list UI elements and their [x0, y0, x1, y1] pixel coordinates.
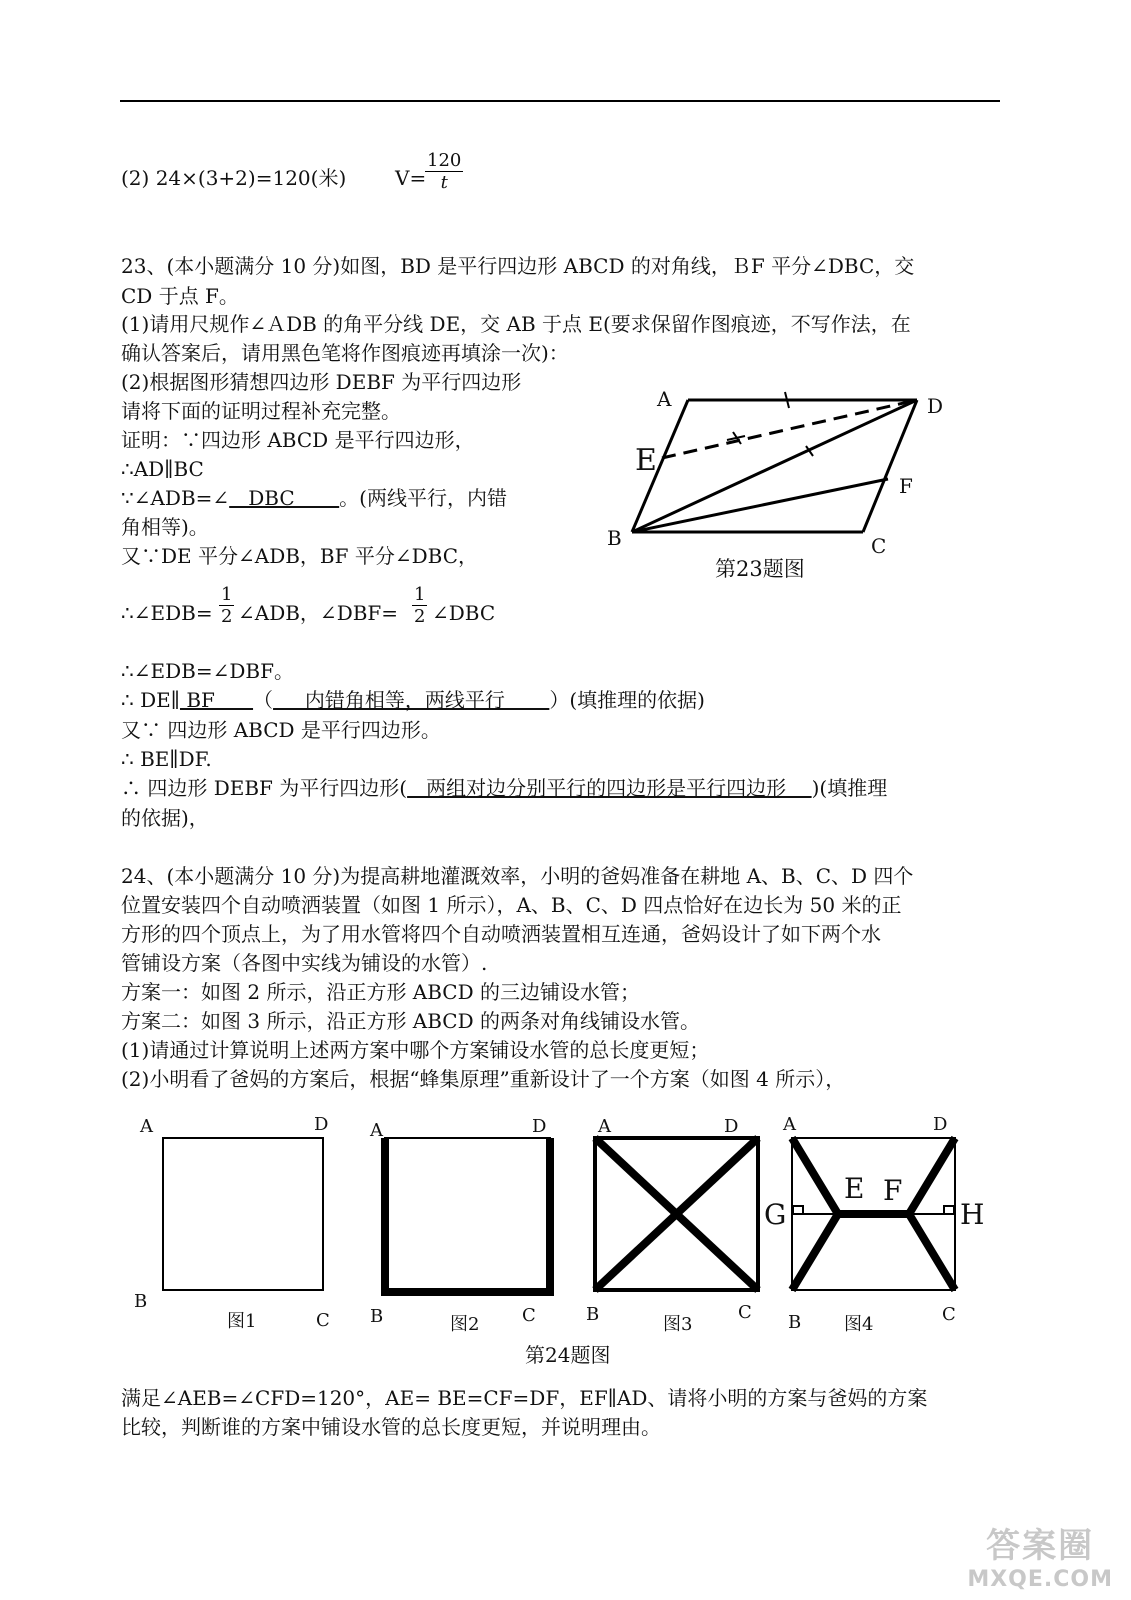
q23-line10: 角相等)。: [121, 515, 209, 539]
q23-blank-bf: BF: [179, 688, 254, 712]
fraction-numerator: 1: [221, 584, 233, 605]
fraction-numerator: 120: [427, 150, 462, 171]
q23-line12a: ∴∠EDB=: [121, 601, 213, 625]
vertex-label-a: A: [783, 1114, 796, 1135]
fraction-numerator: 1: [414, 584, 426, 605]
q23-line17-pre: ∴ 四边形 DEBF 为平行四边形(: [121, 776, 408, 800]
vertex-label-c: C: [942, 1304, 956, 1325]
half-fraction-1: [219, 584, 234, 627]
vertex-label-a: A: [370, 1120, 383, 1141]
figure-1-caption: 图1: [227, 1311, 257, 1332]
vertex-label-d: D: [933, 1114, 948, 1135]
q23-line4: 确认答案后，请用黑色笔将作图痕迹再填涂一次)：: [121, 341, 569, 365]
vertex-label-b: B: [134, 1291, 148, 1312]
half-fraction-2: [412, 584, 427, 627]
point-label-h: H: [960, 1198, 985, 1231]
q23-line11: 又∵DE 平分∠ADB，BF 平分∠DBC，: [121, 544, 479, 568]
q23-line14-mid: （: [253, 688, 274, 712]
q23-line18: 的依据)，: [121, 806, 209, 830]
vertex-label-d: D: [532, 1116, 547, 1137]
square-outline: [385, 1138, 550, 1290]
q23-line6: 请将下面的证明过程补充完整。: [121, 399, 401, 423]
fraction-denominator: 2: [414, 606, 426, 627]
velocity-label: V=: [395, 166, 427, 190]
watermark-logo: 答案圈: [986, 1526, 1095, 1566]
figure-3-caption: 图3: [663, 1314, 693, 1335]
q23-line12c: ∠DBC: [432, 601, 496, 625]
vertex-label-c: C: [316, 1310, 330, 1331]
watermark-url: MXQE.COM: [967, 1567, 1113, 1592]
vertex-label-c: C: [522, 1305, 536, 1326]
q23-line14-pre: ∴ DE∥: [121, 688, 180, 712]
q24-line6: 方案二：如图 3 所示，沿正方形 ABCD 的两条对角线铺设水管。: [121, 1009, 701, 1033]
vertex-label-d: D: [314, 1114, 329, 1135]
q24-line1: 24、(本小题满分 10 分)为提高耕地灌溉效率，小明的爸妈准备在耕地 A、B、C、D 四个: [121, 864, 914, 888]
figure-4-caption: 图4: [844, 1314, 874, 1335]
fraction-denominator: t: [440, 172, 448, 193]
vertex-label-b: B: [607, 526, 622, 550]
q23-blank-reason2: 两组对边分别平行的四边形是平行四边形: [407, 776, 812, 800]
right-angle-mark-g: [793, 1206, 803, 1214]
q23-line15: 又∵ 四边形 ABCD 是平行四边形。: [121, 718, 441, 742]
bisector-bf: [632, 479, 888, 532]
vertex-label-b: B: [370, 1306, 384, 1327]
vertex-label-b: B: [586, 1304, 600, 1325]
pipe-three-sides: [385, 1138, 550, 1292]
q23-line13: ∴∠EDB=∠DBF。: [121, 659, 294, 683]
point-label-f: F: [883, 1174, 903, 1207]
q23-figure-caption: 第23题图: [715, 557, 805, 581]
prev-answer-line: (2) 24×(3+2)=120(米): [121, 166, 347, 190]
q23-line7: 证明：∵四边形 ABCD 是平行四边形，: [121, 428, 475, 452]
figure-1: [134, 1114, 330, 1332]
q23-line8: ∴AD∥BC: [121, 457, 204, 481]
vertex-label-c: C: [738, 1302, 752, 1323]
figure-3: [586, 1116, 758, 1335]
velocity-fraction: [425, 150, 463, 193]
q23-blank-dbc: DBC: [229, 486, 340, 510]
vertex-label-d: D: [724, 1116, 739, 1137]
watermark: [967, 1518, 1113, 1592]
q24-figures: [120, 1100, 1000, 1370]
square-outline: [163, 1138, 323, 1290]
q23-line5: (2)根据图形猜想四边形 DEBF 为平行四边形: [121, 370, 522, 394]
point-label-g: G: [764, 1198, 787, 1231]
figure-2-caption: 图2: [450, 1314, 480, 1335]
q23-line2: CD 于点 F。: [121, 284, 239, 308]
q24-line7: (1)请通过计算说明上述两方案中哪个方案铺设水管的总长度更短；: [121, 1038, 710, 1062]
q24-line9: 满足∠AEB=∠CFD=120°，AE= BE=CF=DF，EF∥AD、请将小明的方案与爸妈的方案: [121, 1386, 928, 1410]
q23-line9-post: 。(两线平行，内错: [339, 486, 507, 510]
q24-line5: 方案一：如图 2 所示，沿正方形 ABCD 的三边铺设水管；: [121, 980, 641, 1004]
vertex-label-c: C: [871, 534, 887, 558]
vertex-label-b: B: [788, 1312, 802, 1333]
q24-line3: 方形的四个顶点上，为了用水管将四个自动喷洒装置相互连通，爸妈设计了如下两个水: [121, 922, 881, 946]
q23-line12b: ∠ADB，∠DBF=: [238, 601, 399, 625]
right-angle-mark-h: [944, 1206, 954, 1214]
figure-4: [764, 1114, 984, 1335]
vertex-label-a: A: [598, 1116, 611, 1137]
q23-line14-post: ）(填推理的依据): [549, 688, 705, 712]
q23-line17: [121, 773, 887, 803]
vertex-label-a: A: [140, 1116, 153, 1137]
q24-line10: 比较，判断谁的方案中铺设水管的总长度更短，并说明理由。: [121, 1415, 661, 1439]
fraction-denominator: 2: [221, 606, 233, 627]
q24-line8: (2)小明看了爸妈的方案后，根据“蜂集原理”重新设计了一个方案（如图 4 所示），: [121, 1067, 846, 1091]
point-label-e: E: [635, 443, 657, 478]
vertex-label-a: A: [657, 387, 672, 411]
q24-figure-caption: 第24题图: [525, 1343, 611, 1367]
q23-line17-post: )(填推理: [811, 776, 888, 800]
diagonal-bd: [632, 400, 917, 532]
q23-line14: [121, 685, 705, 715]
point-label-e: E: [844, 1172, 865, 1205]
q23-line9-pre: ∵∠ADB=∠: [121, 486, 230, 510]
q23-line16: ∴ BE∥DF.: [121, 747, 212, 771]
bisector-de-dashed: [662, 400, 917, 458]
q23-line1: 23、(本小题满分 10 分)如图，BD 是平行四边形 ABCD 的对角线，ＢF 平分∠DBC，交: [121, 254, 915, 278]
q23-line9: [121, 483, 507, 513]
point-label-f: F: [899, 474, 913, 498]
figure-2: [369, 1116, 550, 1335]
q23-figure: [595, 380, 975, 590]
q23-blank-reason1: 内错角相等，两线平行: [273, 688, 550, 712]
q23-line3: (1)请用尺规作∠ＡDB 的角平分线 DE，交 AB 于点 E(要求保留作图痕迹，不写作法，在: [121, 312, 911, 336]
header-rule: [120, 100, 1000, 102]
q24-line4: 管铺设方案（各图中实线为铺设的水管）.: [121, 951, 488, 975]
q24-line2: 位置安装四个自动喷洒装置（如图 1 所示），A、B、C、D 四点恰好在边长为 50 米的正: [121, 893, 902, 917]
vertex-label-d: D: [927, 394, 944, 418]
